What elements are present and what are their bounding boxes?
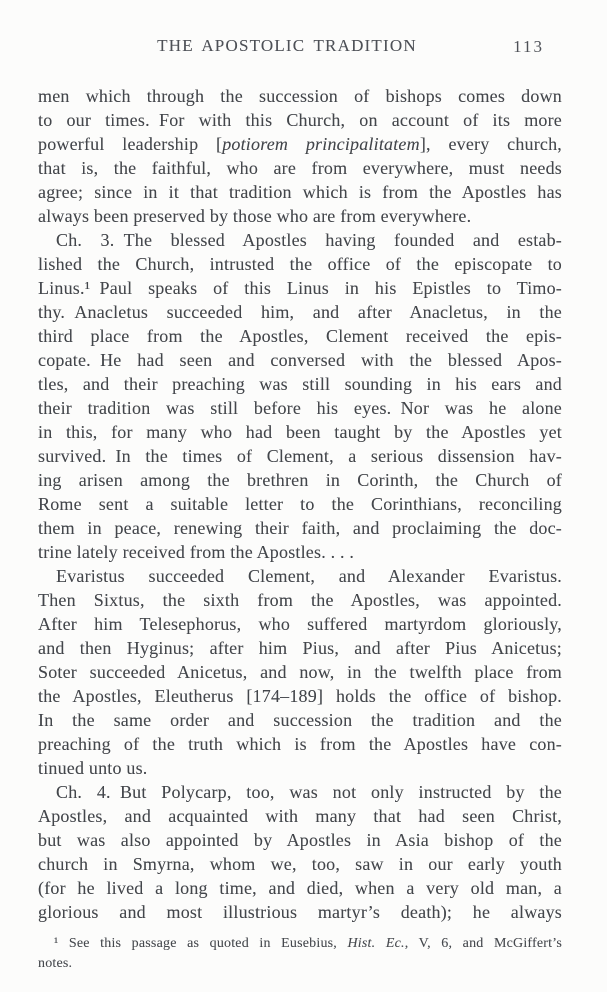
text-line: After him Telesephorus, who suffered martyrdom gloriously,	[38, 614, 562, 634]
text-line: notes.	[38, 956, 73, 971]
text-line: Then Sixtus, the sixth from the Apostles, was appointed.	[38, 590, 562, 610]
text-line: and then Hyginus; after him Pius, and after Pius Anicetus;	[38, 638, 562, 658]
text-line: in this, for many who had been taught by the Apostles yet	[38, 422, 562, 442]
footnote-section	[38, 934, 562, 974]
paragraph	[38, 228, 562, 564]
text-line: Apostles, and acquainted with many that had seen Christ,	[38, 806, 562, 826]
text-line: survived. In the times of Clement, a serious dissension hav-	[38, 446, 562, 466]
text-line: church in Smyrna, whom we, too, saw in our early youth	[38, 854, 562, 874]
page-number: 113	[513, 37, 544, 56]
text-line: preaching of the truth which is from the Apostles have con-	[38, 734, 562, 754]
page-header	[38, 36, 562, 60]
text-line: Rome sent a suitable letter to the Corinthians, reconciling	[38, 494, 562, 514]
text-line: tles, and their preaching was still sounding in his ears and	[38, 374, 562, 394]
text-line: trine lately received from the Apostles. . . .	[38, 542, 355, 562]
text-line: powerful leadership [potiorem principalitatem], every church,	[38, 134, 563, 154]
text-line: thy. Anacletus succeeded him, and after Anacletus, in the	[38, 302, 562, 322]
paragraph	[38, 564, 562, 780]
text-line: to our times. For with this Church, on account of its more	[38, 110, 562, 130]
text-line: tinued unto us.	[38, 758, 148, 778]
paragraph	[38, 84, 562, 228]
page-body	[38, 84, 562, 924]
text-line: In the same order and succession the tradition and the	[38, 710, 562, 730]
text-line: the Apostles, Eleutherus [174–189] holds the office of bishop.	[38, 686, 562, 706]
text-line: men which through the succession of bishops comes down	[38, 86, 562, 106]
text-line: their tradition was still before his eyes. Nor was he alone	[38, 398, 562, 418]
text-line: always been preserved by those who are from everywhere.	[38, 206, 472, 226]
text-line: glorious and most illustrious martyr’s death); he always	[38, 902, 562, 922]
text-line: Evaristus succeeded Clement, and Alexander Evaristus.	[56, 566, 562, 586]
text-line: (for he lived a long time, and died, when a very old man, a	[38, 878, 562, 898]
text-line: but was also appointed by Apostles in Asia bishop of the	[38, 830, 562, 850]
text-line: third place from the Apostles, Clement received the epis-	[38, 326, 562, 346]
text-line: them in peace, renewing their faith, and proclaiming the doc-	[38, 518, 562, 538]
running-title: THE APOSTOLIC TRADITION	[157, 36, 417, 55]
text-line: Soter succeeded Anicetus, and now, in the twelfth place from	[38, 662, 562, 682]
text-line: Ch. 4. But Polycarp, too, was not only instructed by the	[56, 782, 562, 802]
text-line: agree; since in it that tradition which is from the Apostles has	[38, 182, 562, 202]
paragraph	[38, 780, 562, 924]
text-line: Ch. 3. The blessed Apostles having founded and estab-	[56, 230, 562, 250]
text-line: Linus.¹ Paul speaks of this Linus in his Epistles to Timo-	[38, 278, 562, 298]
text-line: lished the Church, intrusted the office of the episcopate to	[38, 254, 562, 274]
text-line: that is, the faithful, who are from everywhere, must needs	[38, 158, 562, 178]
text-line: copate. He had seen and conversed with the blessed Apos-	[38, 350, 562, 370]
text-line: ing arisen among the brethren in Corinth, the Church of	[38, 470, 562, 490]
text-line: ¹ See this passage as quoted in Eusebius, Hist. Ec., V, 6, and McGiffert’s	[54, 936, 562, 951]
